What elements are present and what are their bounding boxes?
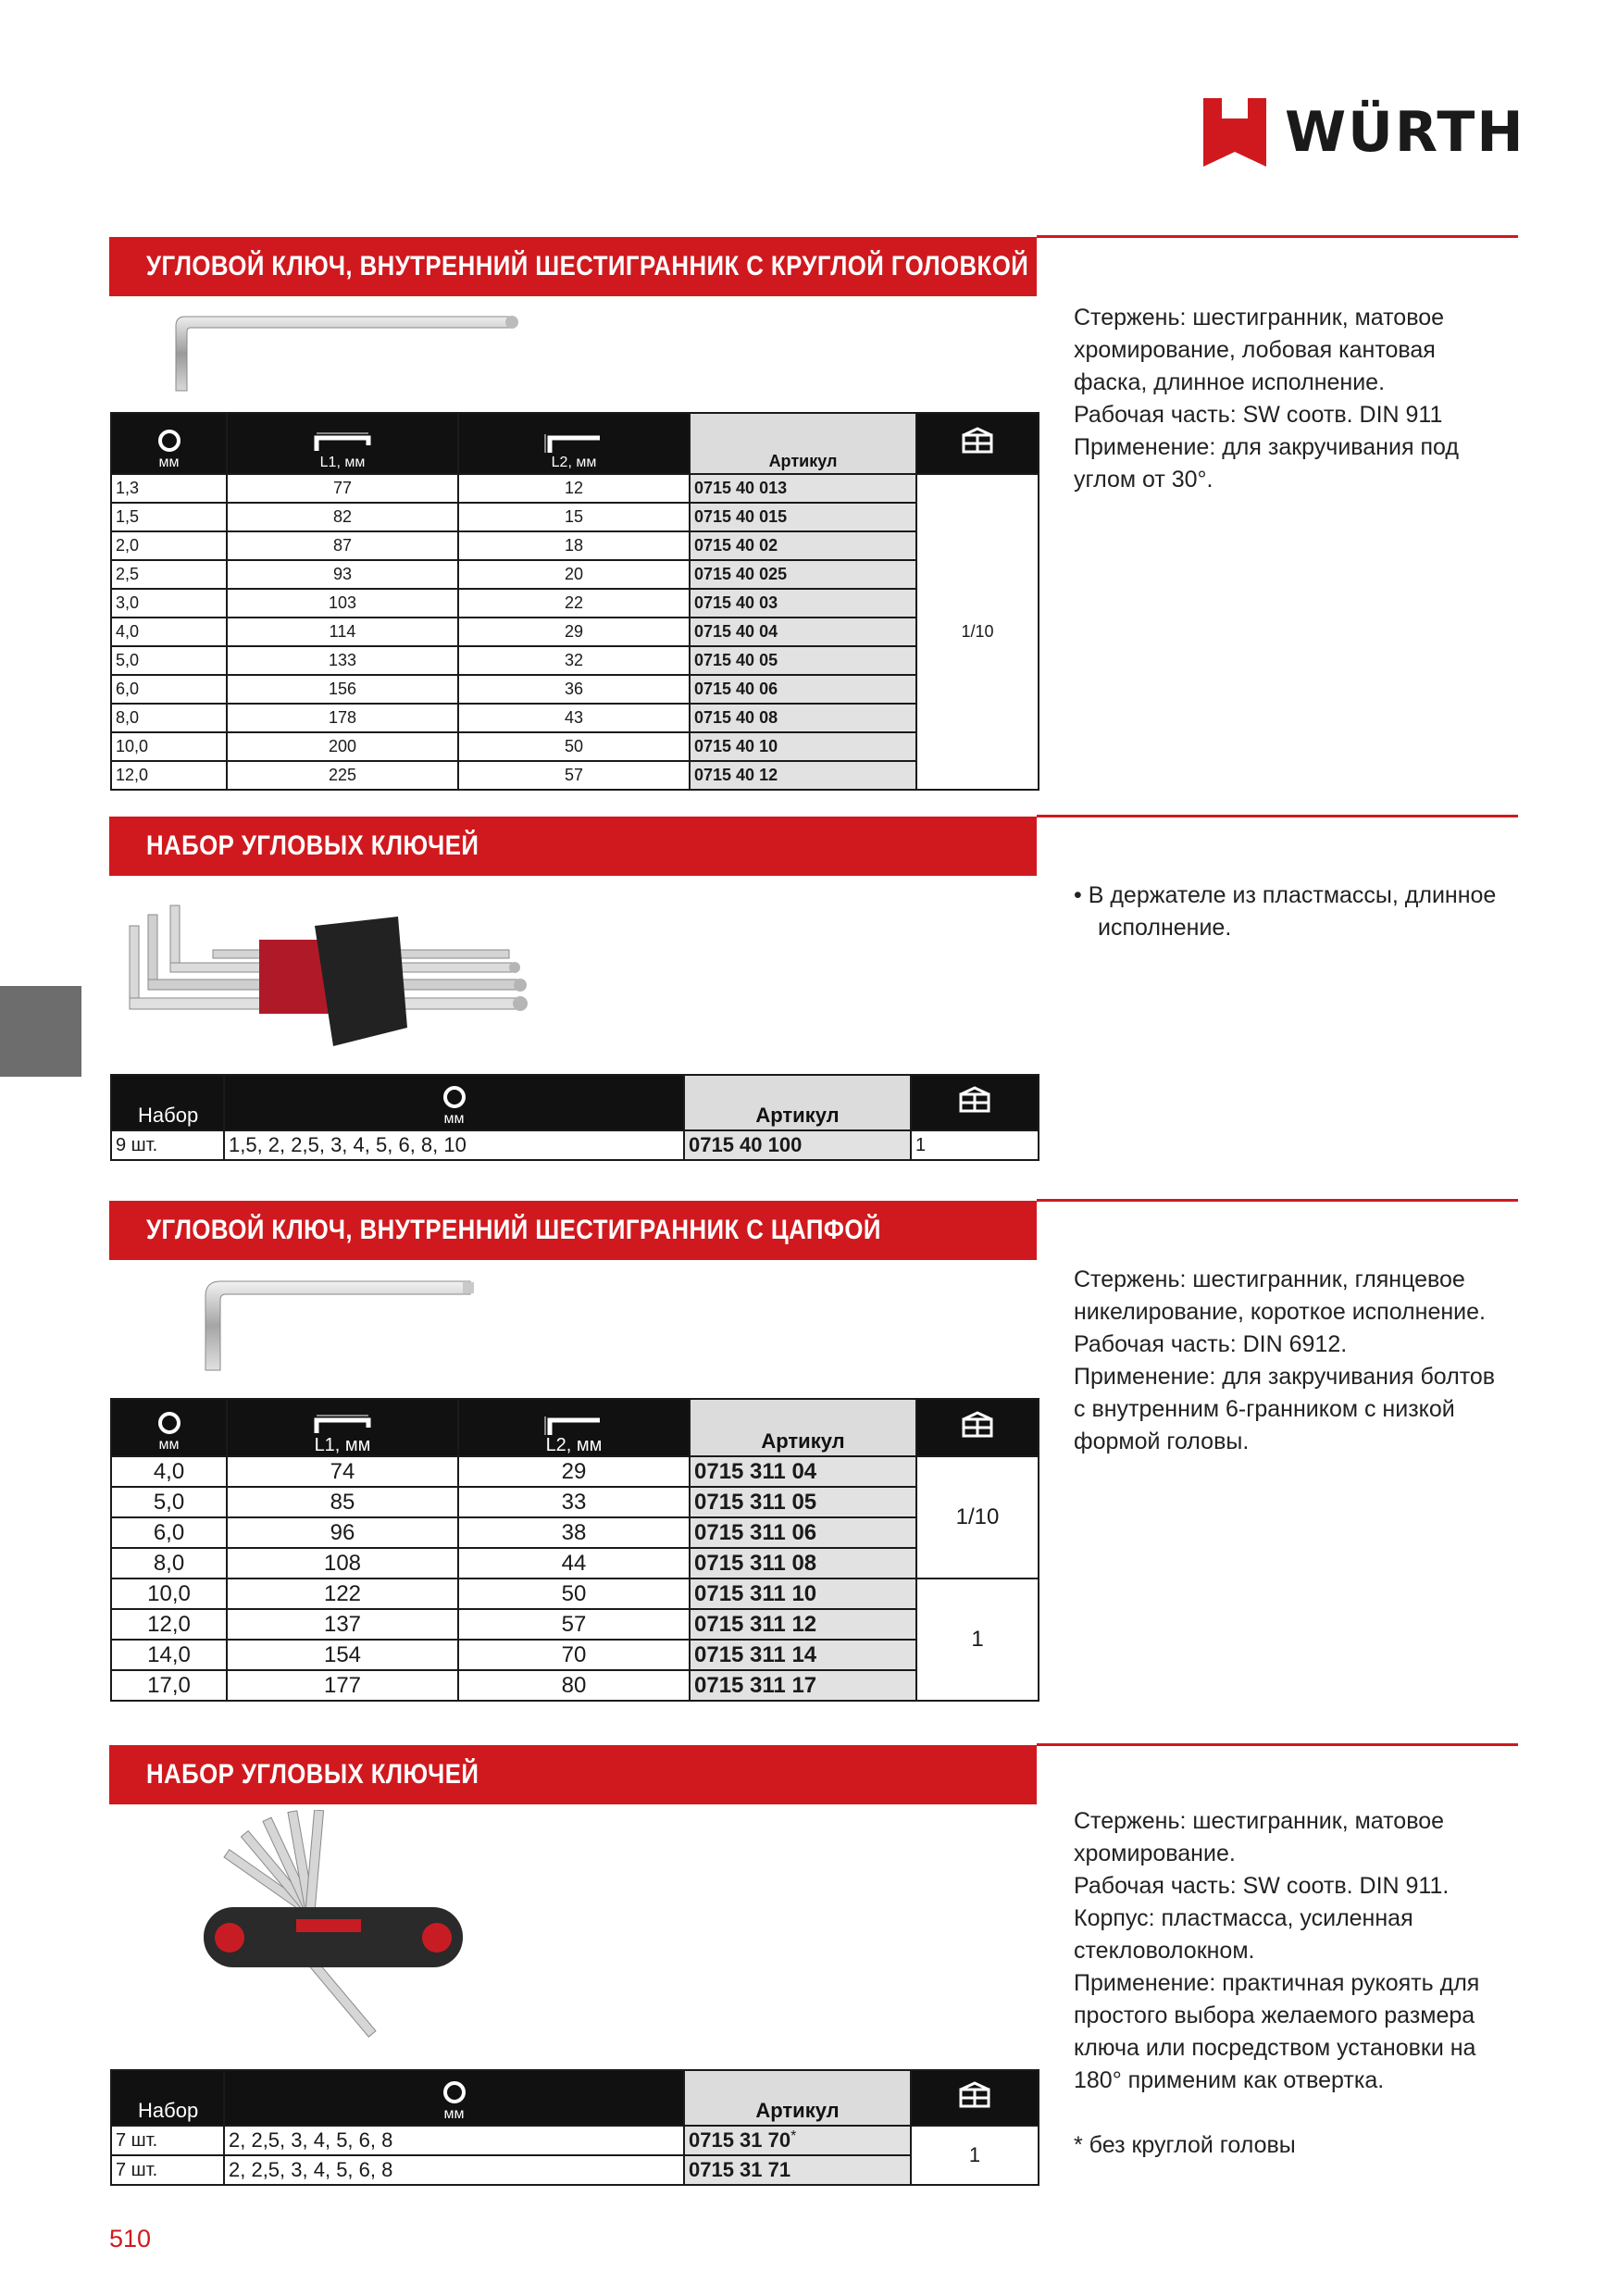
size-header: мм (111, 413, 227, 474)
hex-size-icon (442, 1085, 467, 1109)
article-header: Артикул (690, 1399, 916, 1456)
product-table (110, 1074, 1039, 1161)
hex-key-set-holder-image (111, 889, 555, 1055)
table-row: 4,0 74 29 0715 311 04 1/10 (111, 1456, 1039, 1487)
pack-quantity: 1 (916, 1578, 1039, 1701)
set-header: Набор (111, 1075, 224, 1130)
table-row: 6,0 96 38 0715 311 06 (111, 1517, 1039, 1548)
section-description: Стержень: шестигранник, матовое хромирование. Рабочая часть: SW соотв. DIN 911. Корпус: пластмасса, усиленная стекловолокном. Применение: практичная рукоять для простого выбора желаемого размера ключа или посредством установки на 180° применим как отвертка. * без круглой головы (1074, 1805, 1518, 2162)
package-header (916, 413, 1039, 474)
article-header: Артикул (684, 1075, 911, 1130)
l2-header: L2, мм (458, 413, 690, 474)
package-header (911, 2070, 1039, 2126)
l1-header: L1, мм (227, 413, 458, 474)
page-number: 510 (109, 2225, 152, 2252)
section-description: Стержень: шестигранник, матовое хромирование, лобовая кантовая фаска, длинное исполнение. Рабочая часть: SW соотв. DIN 911 Применение: для закручивания под углом от 30°. (1074, 305, 1459, 493)
table-row: 17,0 177 80 0715 311 17 (111, 1670, 1039, 1701)
product-table (110, 2069, 1039, 2186)
table-row: 10,0 200 50 0715 40 10 (111, 732, 1039, 761)
set-header: Набор (111, 2070, 224, 2126)
article-header: Артикул (690, 413, 916, 474)
article-header: Артикул (684, 2070, 911, 2126)
l1-header: L1, мм (227, 1399, 458, 1456)
hex-size-icon (157, 1411, 181, 1435)
side-tab-marker (0, 986, 81, 1077)
table-row: 12,0 137 57 0715 311 12 (111, 1609, 1039, 1640)
package-icon (961, 427, 994, 455)
length-l1-icon (313, 432, 372, 453)
wurth-wordmark: WÜRTH (1285, 100, 1525, 165)
section-header (109, 1745, 1037, 1804)
section-rule (1037, 1199, 1518, 1202)
section-rule (1037, 815, 1518, 817)
size-header: мм (224, 1075, 684, 1130)
table-row: 8,0 108 44 0715 311 08 (111, 1548, 1039, 1578)
table-row: 6,0 156 36 0715 40 06 (111, 675, 1039, 704)
section-header (109, 237, 1037, 296)
hex-size-icon (442, 2080, 467, 2104)
section-title: УГЛОВОЙ КЛЮЧ, ВНУТРЕННИЙ ШЕСТИГРАННИК С КРУГЛОЙ ГОЛОВКОЙ (146, 251, 1029, 281)
section-rule (1037, 1743, 1518, 1746)
table-row: 2,0 87 18 0715 40 02 (111, 531, 1039, 560)
pack-quantity: 1 (911, 2126, 1039, 2185)
section-title: НАБОР УГЛОВЫХ КЛЮЧЕЙ (146, 1759, 479, 1790)
section-header (109, 817, 1037, 876)
table-row: 14,0 154 70 0715 311 14 (111, 1640, 1039, 1670)
package-icon (958, 2081, 991, 2109)
section-title: НАБОР УГЛОВЫХ КЛЮЧЕЙ (146, 830, 479, 861)
length-l2-icon (544, 432, 604, 453)
table-row: 1,3 77 12 0715 40 013 1/10 (111, 474, 1039, 503)
section-description: • В держателе из пластмассы, длинное исполнение. (1074, 882, 1497, 941)
table-row: 2,5 93 20 0715 40 025 (111, 560, 1039, 589)
length-l2-icon (544, 1415, 604, 1435)
package-header (911, 1075, 1039, 1130)
table-row: 4,0 114 29 0715 40 04 (111, 618, 1039, 646)
table-row: 5,0 85 33 0715 311 05 (111, 1487, 1039, 1517)
table-row: 7 шт. 2, 2,5, 3, 4, 5, 6, 8 0715 31 70* 1 (111, 2126, 1039, 2155)
pack-quantity: 1/10 (916, 1456, 1039, 1578)
table-row: 10,0 122 50 0715 311 10 1 (111, 1578, 1039, 1609)
section-header (109, 1201, 1037, 1260)
table-row: 1,5 82 15 0715 40 015 (111, 503, 1039, 531)
table-row: 8,0 178 43 0715 40 08 (111, 704, 1039, 732)
table-row: 9 шт. 1,5, 2, 2,5, 3, 4, 5, 6, 8, 10 0715 40 100 1 (111, 1130, 1039, 1160)
l2-header: L2, мм (458, 1399, 690, 1456)
section-title: УГЛОВОЙ КЛЮЧ, ВНУТРЕННИЙ ШЕСТИГРАННИК С ЦАПФОЙ (146, 1215, 881, 1245)
section-rule (1037, 235, 1518, 238)
pack-quantity: 1/10 (916, 474, 1039, 790)
wurth-emblem-icon (1203, 98, 1266, 167)
package-icon (961, 1411, 994, 1439)
table-row: 5,0 133 32 0715 40 05 (111, 646, 1039, 675)
size-header: мм (224, 2070, 684, 2126)
folding-hex-key-set-image (185, 1810, 500, 2060)
package-header (916, 1399, 1039, 1456)
hex-key-ball-image (148, 306, 537, 398)
footnote: * без круглой головы (1074, 2132, 1296, 2158)
hex-key-pin-image (185, 1268, 500, 1379)
size-header: мм (111, 1399, 227, 1456)
hex-size-icon (157, 429, 181, 453)
table-row: 7 шт. 2, 2,5, 3, 4, 5, 6, 8 0715 31 71 (111, 2155, 1039, 2185)
section-description: Стержень: шестигранник, глянцевое никелирование, короткое исполнение. Рабочая часть: DIN 6912. Применение: для закручивания болтов с внутренним 6-гранником с низкой формой головы. (1074, 1267, 1496, 1454)
length-l1-icon (313, 1415, 372, 1435)
product-table (110, 1398, 1039, 1702)
wurth-logo (1203, 96, 1525, 167)
product-table (110, 412, 1039, 791)
table-row: 3,0 103 22 0715 40 03 (111, 589, 1039, 618)
package-icon (958, 1086, 991, 1114)
table-row: 12,0 225 57 0715 40 12 (111, 761, 1039, 790)
